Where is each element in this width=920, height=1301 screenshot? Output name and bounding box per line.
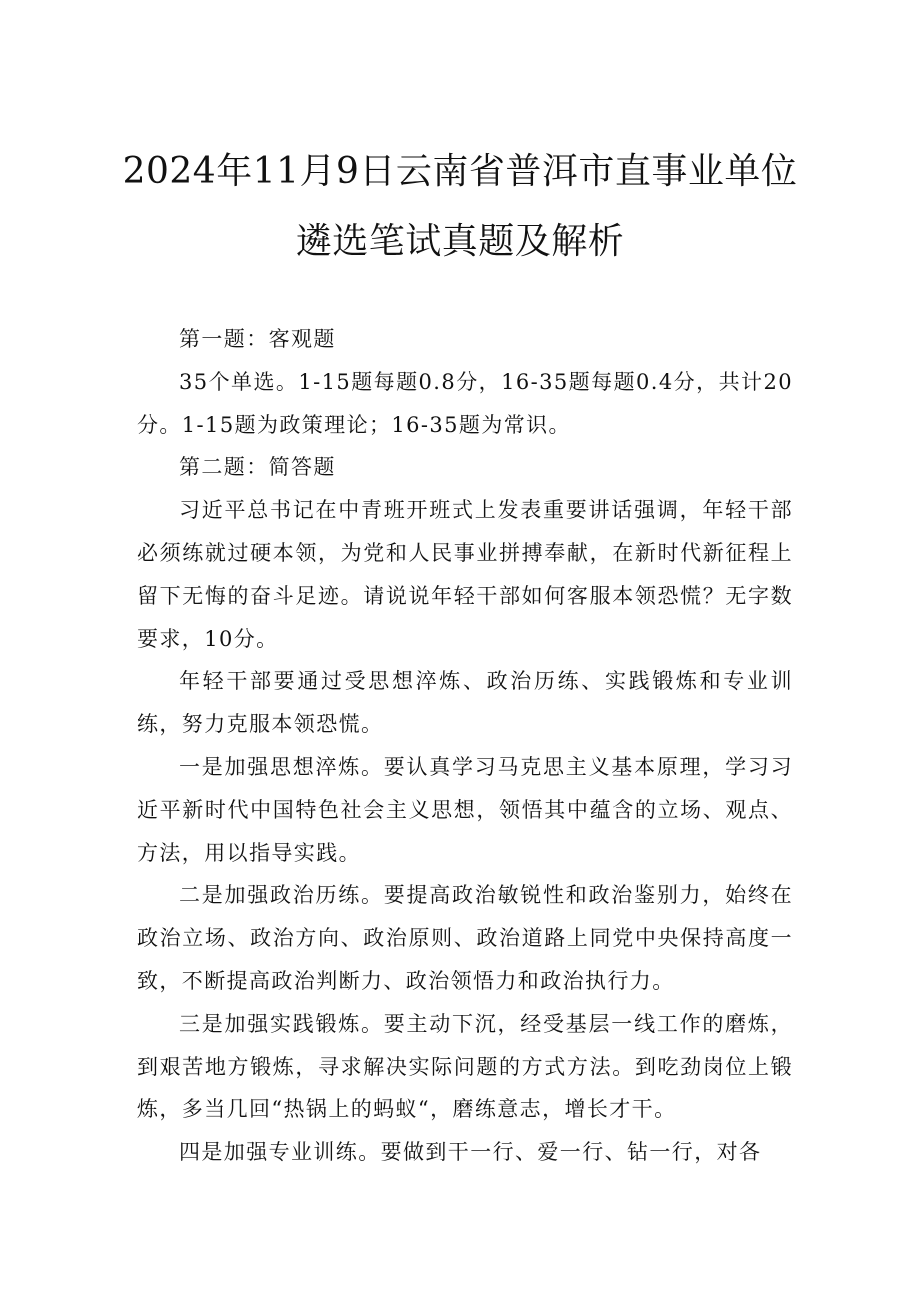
paragraph-point-4: 四是加强专业训练。要做到干一行、爱一行、钻一行，对各 [179, 1140, 762, 1165]
section-heading-short-answer: 第二题：简答题 [179, 455, 336, 480]
document-body [137, 318, 793, 1174]
paragraph-answer-intro: 年轻干部要通过受思想淬炼、政治历练、实践锻炼和专业训练，努力克服本领恐慌。 [137, 669, 793, 737]
paragraph-point-2: 二是加强政治历练。要提高政治敏锐性和政治鉴别力，始终在政治立场、政治方向、政治原则、政治道路上同党中央保持高度一致，不断提高政治判断力、政治领悟力和政治执行力。 [137, 883, 793, 993]
paragraph-point-3: 三是加强实践锻炼。要主动下沉，经受基层一线工作的磨炼，到艰苦地方锻炼，寻求解决实际问题的方式方法。到吃劲岗位上锻炼，多当几回“热锅上的蚂蚁“，磨练意志，增长才干。 [137, 1011, 793, 1122]
document-title-line-2: 遴选笔试真题及解析 [295, 221, 625, 262]
paragraph-question: 习近平总书记在中青班开班式上发表重要讲话强调，年轻干部必须练就过硬本领，为党和人民事业拼搏奉献，在新时代新征程上留下无悔的奋斗足迹。请说说年轻干部如何客服本领恐慌？无字数要求，10分。 [137, 498, 793, 651]
paragraph-scoring: 35个单选。1-15题每题0.8分，16-35题每题0.4分，共计20分。1-15题为政策理论；16-35题为常识。 [137, 369, 793, 437]
paragraph-point-1: 一是加强思想淬炼。要认真学习马克思主义基本原理，学习习近平新时代中国特色社会主义思想，领悟其中蕴含的立场、观点、方法，用以指导实践。 [137, 754, 793, 865]
section-heading-objective: 第一题：客观题 [179, 327, 336, 351]
document-title-line-1: 2024年11月9日云南省普洱市直事业单位 [122, 151, 798, 192]
